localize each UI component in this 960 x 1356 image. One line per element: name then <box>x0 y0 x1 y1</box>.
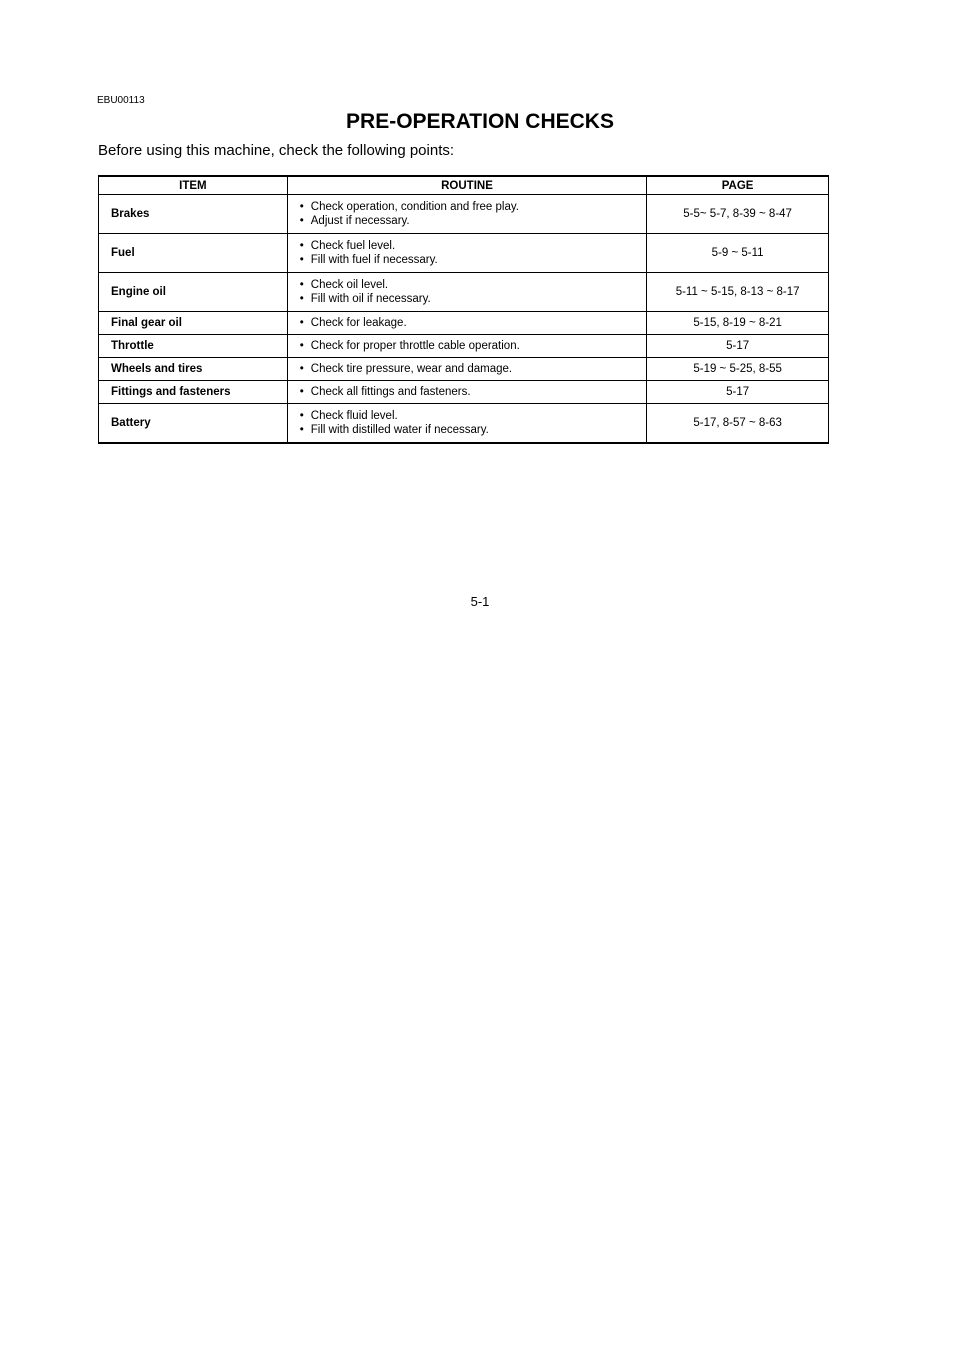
row-page: 5-17 <box>647 381 829 404</box>
routine-step: • Check for proper throttle cable operation. <box>300 339 634 353</box>
pre-operation-checks-table <box>98 175 829 444</box>
routine-step: • Check fuel level. <box>300 239 634 253</box>
row-item: Fuel <box>99 234 288 273</box>
routine-step: • Fill with distilled water if necessary. <box>300 423 634 437</box>
row-item: Wheels and tires <box>99 358 288 381</box>
intro-text: Before using this machine, check the following points: <box>98 142 455 159</box>
document-code: EBU00113 <box>97 95 145 106</box>
header-item: ITEM <box>99 176 288 195</box>
page-number: 5-1 <box>470 594 490 609</box>
table-row <box>99 312 829 335</box>
table-row <box>99 273 829 312</box>
routine-step: • Check oil level. <box>300 278 634 292</box>
page-title: PRE-OPERATION CHECKS <box>346 110 614 133</box>
row-page: 5-17, 8-57 ~ 8-63 <box>647 404 829 444</box>
row-routine <box>287 381 646 404</box>
row-item: Final gear oil <box>99 312 288 335</box>
table-row <box>99 195 829 234</box>
table-row <box>99 335 829 358</box>
table-row <box>99 404 829 444</box>
routine-step: • Check for leakage. <box>300 316 634 330</box>
row-page: 5-15, 8-19 ~ 8-21 <box>647 312 829 335</box>
routine-step: • Check all fittings and fasteners. <box>300 385 634 399</box>
row-item: Fittings and fasteners <box>99 381 288 404</box>
row-item: Brakes <box>99 195 288 234</box>
table-row <box>99 234 829 273</box>
table-row <box>99 358 829 381</box>
row-page: 5-17 <box>647 335 829 358</box>
row-routine <box>287 234 646 273</box>
row-routine <box>287 312 646 335</box>
table-row <box>99 381 829 404</box>
routine-step: • Check tire pressure, wear and damage. <box>300 362 634 376</box>
routine-step: • Check fluid level. <box>300 409 634 423</box>
routine-step: • Fill with oil if necessary. <box>300 292 634 306</box>
row-page: 5-19 ~ 5-25, 8-55 <box>647 358 829 381</box>
row-page: 5-11 ~ 5-15, 8-13 ~ 8-17 <box>647 273 829 312</box>
row-item: Engine oil <box>99 273 288 312</box>
table-header-row <box>99 176 829 195</box>
row-routine <box>287 404 646 444</box>
row-page: 5-5~ 5-7, 8-39 ~ 8-47 <box>647 195 829 234</box>
routine-step: • Check operation, condition and free play. <box>300 200 634 214</box>
routine-step: • Adjust if necessary. <box>300 214 634 228</box>
row-item: Battery <box>99 404 288 444</box>
routine-step: • Fill with fuel if necessary. <box>300 253 634 267</box>
header-routine: ROUTINE <box>287 176 646 195</box>
header-page: PAGE <box>647 176 829 195</box>
row-routine <box>287 358 646 381</box>
row-page: 5-9 ~ 5-11 <box>647 234 829 273</box>
row-routine <box>287 335 646 358</box>
row-item: Throttle <box>99 335 288 358</box>
row-routine <box>287 195 646 234</box>
row-routine <box>287 273 646 312</box>
